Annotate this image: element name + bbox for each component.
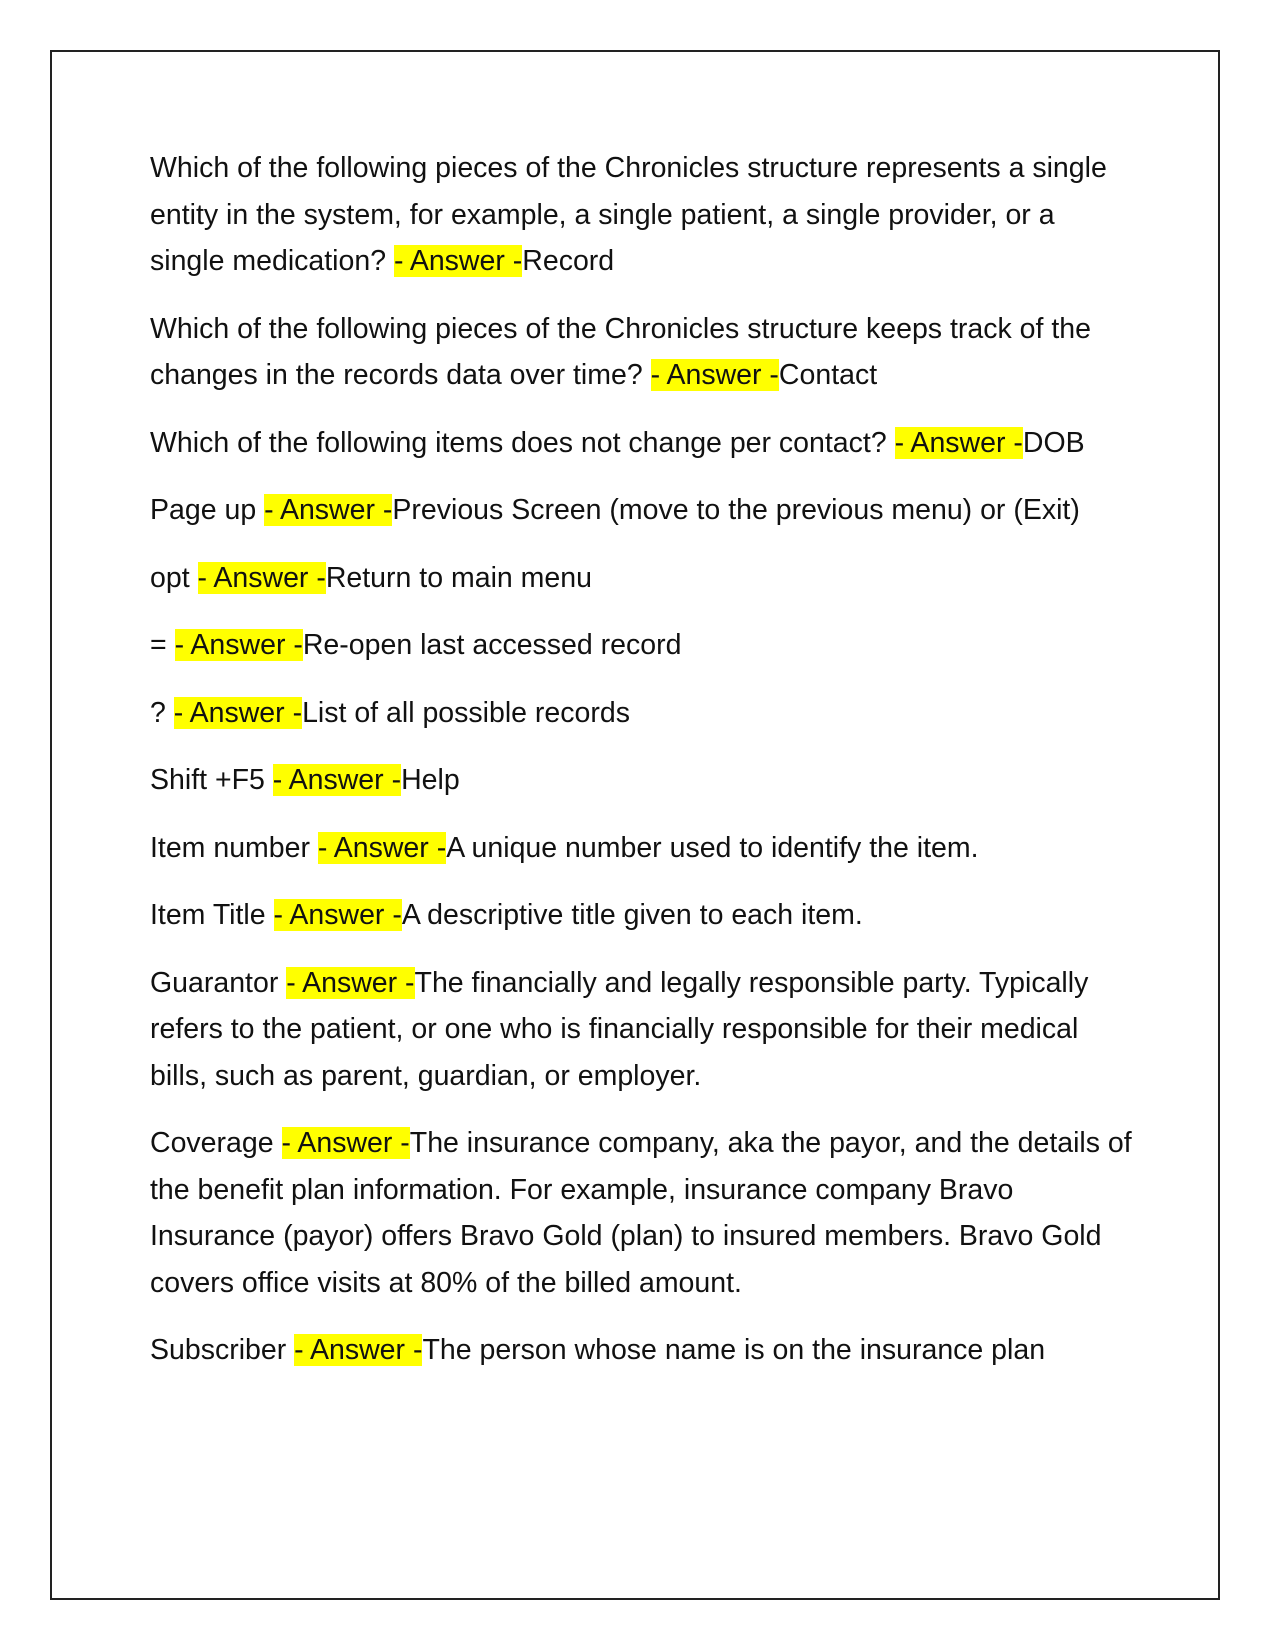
answer-text: The insurance company, aka the payor, and the details of the benefit plan information. For example, insurance company Bravo Insurance (payor) offers Bravo Gold (plan) to insured members. Bravo Gold covers office visits at 80% of the billed amount.	[150, 1127, 1132, 1299]
answer-text: List of all possible records	[302, 696, 630, 729]
question-text: Coverage	[150, 1127, 282, 1159]
qa-item	[150, 145, 1135, 285]
answer-marker: - Answer -	[264, 494, 393, 526]
qa-item	[150, 420, 1135, 467]
document-body	[150, 145, 1135, 1395]
answer-marker: - Answer -	[393, 245, 523, 277]
qa-item	[150, 757, 1135, 804]
qa-item	[150, 487, 1135, 534]
question-text: Shift +F5	[150, 764, 273, 796]
answer-marker: - Answer -	[281, 1127, 410, 1159]
answer-marker: - Answer -	[174, 629, 303, 661]
question-text: Which of the following items does not change per contact?	[150, 426, 895, 459]
answer-marker: - Answer -	[286, 966, 415, 999]
answer-marker: - Answer -	[272, 764, 402, 796]
answer-text: A descriptive title given to each item.	[401, 899, 863, 931]
answer-marker: - Answer -	[317, 831, 447, 864]
qa-item	[150, 622, 1135, 669]
qa-item	[150, 825, 1135, 872]
qa-item	[150, 690, 1135, 737]
question-text: Page up	[150, 494, 265, 526]
question-text: Subscriber	[150, 1334, 295, 1366]
answer-marker: - Answer -	[173, 696, 303, 729]
question-text: Item number	[150, 831, 318, 864]
question-text: Which of the following pieces of the Chronicles structure keeps track of the changes in the records data over time?	[150, 312, 1091, 391]
question-text: ?	[150, 696, 174, 729]
answer-text: Contact	[778, 359, 878, 391]
qa-item	[150, 892, 1135, 939]
answer-text: Record	[522, 245, 615, 277]
qa-item	[150, 1120, 1135, 1306]
qa-item	[150, 1327, 1135, 1374]
answer-text: DOB	[1022, 426, 1085, 459]
question-text: opt	[150, 561, 198, 594]
qa-item	[150, 960, 1135, 1100]
question-text: =	[150, 629, 175, 661]
answer-text: Previous Screen (move to the previous menu) or (Exit)	[392, 494, 1080, 526]
qa-item	[150, 555, 1135, 602]
answer-text: Re-open last accessed record	[302, 629, 682, 661]
qa-item	[150, 306, 1135, 399]
answer-marker: - Answer -	[894, 426, 1023, 459]
question-text: Which of the following pieces of the Chronicles structure represents a single entity in the system, for example, a single patient, a single provider, or a single medication?	[150, 152, 1107, 277]
answer-text: The financially and legally responsible party. Typically refers to the patient, or one who is financially responsible for their medical bills, such as parent, guardian, or employer.	[150, 966, 1089, 1092]
question-text: Guarantor	[150, 966, 287, 999]
answer-marker: - Answer -	[197, 561, 326, 594]
answer-marker: - Answer -	[294, 1334, 423, 1366]
answer-marker: - Answer -	[273, 899, 402, 931]
answer-marker: - Answer -	[650, 359, 779, 391]
answer-text: The person whose name is on the insurance plan	[422, 1334, 1046, 1366]
answer-text: A unique number used to identify the item.	[446, 831, 979, 864]
answer-text: Return to main menu	[325, 561, 592, 594]
answer-text: Help	[401, 764, 460, 796]
question-text: Item Title	[150, 899, 274, 931]
